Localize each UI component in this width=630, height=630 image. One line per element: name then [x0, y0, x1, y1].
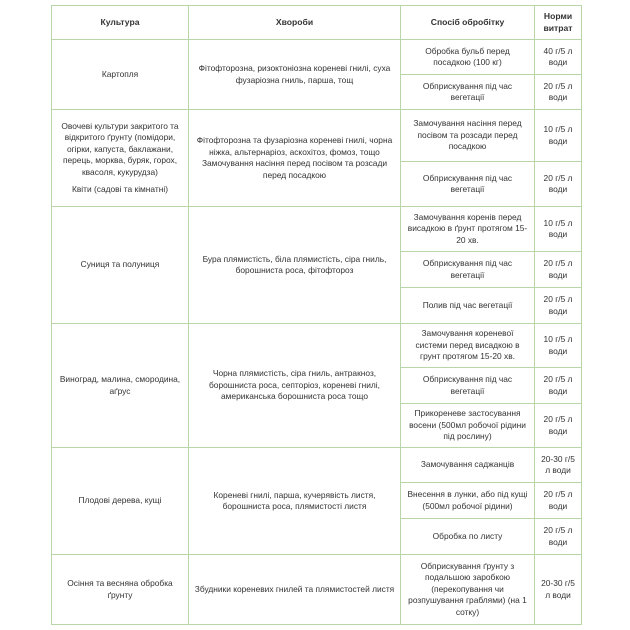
- method-cell: Обприскування під час вегетації: [401, 368, 535, 404]
- norm-cell: 20 г/5 л води: [535, 404, 582, 448]
- diseases-cell: Чорна плямистість, сіра гниль, антракноз, борошниста роса, септоріоз, кореневі гнилі, американська борошниста роса тощо: [189, 324, 401, 448]
- header-diseases: Хвороби: [189, 6, 401, 40]
- norm-cell: 20 г/5 л води: [535, 519, 582, 555]
- norm-cell: 20-30 г/5 л води: [535, 448, 582, 483]
- diseases-cell: Фітофторозна та фузаріозна кореневі гнилі, чорна ніжка, альтернаріоз, аскохітоз, фомоз, тощо Замочування насіння перед посівом та розсади перед посадкою: [189, 110, 401, 207]
- header-crop: Культура: [52, 6, 189, 40]
- norm-cell: 20-30 г/5 л води: [535, 555, 582, 625]
- norm-cell: 20 г/5 л води: [535, 162, 582, 207]
- method-cell: Обприскування під час вегетації: [401, 162, 535, 207]
- crop-cell: Плодові дерева, кущі: [52, 448, 189, 555]
- crop-cell: Картопля: [52, 40, 189, 110]
- method-cell: Обробка по листу: [401, 519, 535, 555]
- method-cell: Прикореневе застосування восени (500мл робочої рідини під рослину): [401, 404, 535, 448]
- norm-cell: 40 г/5 л води: [535, 40, 582, 75]
- table-row: [52, 555, 582, 625]
- table-row: [52, 324, 582, 368]
- treatment-table: [51, 5, 582, 625]
- norm-cell: 10 г/5 л води: [535, 324, 582, 368]
- method-cell: Обприскування ґрунту з подальшою заробкою (перекопування чи розпушування граблями) (на 1 сотку): [401, 555, 535, 625]
- norm-cell: 20 г/5 л води: [535, 252, 582, 288]
- table-row: [52, 40, 582, 75]
- crop-cell: Суниця та полуниця: [52, 207, 189, 324]
- header-method: Спосіб обробітку: [401, 6, 535, 40]
- norm-cell: 20 г/5 л води: [535, 483, 582, 519]
- method-cell: Обприскування під час вегетації: [401, 252, 535, 288]
- method-cell: Обробка бульб перед посадкою (100 кг): [401, 40, 535, 75]
- treatment-table-container: [51, 5, 581, 625]
- crop-cell: [52, 110, 189, 207]
- diseases-cell: Кореневі гнилі, парша, кучерявість листя, борошниста роса, плямистості листя: [189, 448, 401, 555]
- method-cell: Полив під час вегетації: [401, 288, 535, 324]
- header-row: [52, 6, 582, 40]
- header-norm: Норми витрат: [535, 6, 582, 40]
- crop-extra-text: Квіти (садові та кімнатні): [71, 184, 169, 194]
- method-cell: Замочування кореневої системи перед висадкою в грунт протягом 15-20 хв.: [401, 324, 535, 368]
- diseases-cell: Збудники кореневих гнилей та плямистостей листя: [189, 555, 401, 625]
- method-cell: Замочування насіння перед посівом та розсади перед посадкою: [401, 110, 535, 162]
- table-row: [52, 110, 582, 162]
- crop-cell: Осіння та весняна обробка ґрунту: [52, 555, 189, 625]
- norm-cell: 20 г/5 л води: [535, 75, 582, 110]
- crop-text: Овочеві культури закритого та відкритого ґрунту (помідори, огірки, капуста, баклажани, перець, морква, буряк, горох, квасоля, кукурудза): [61, 120, 179, 177]
- table-row: [52, 207, 582, 252]
- norm-cell: 20 г/5 л води: [535, 288, 582, 324]
- norm-cell: 10 г/5 л води: [535, 207, 582, 252]
- crop-cell: Виноград, малина, смородина, аґрус: [52, 324, 189, 448]
- diseases-cell: Фітофторозна, ризоктоніозна кореневі гнилі, суха фузаріозна гниль, парша, тощ: [189, 40, 401, 110]
- method-cell: Замочування коренів перед висадкою в ґрунт протягом 15-20 хв.: [401, 207, 535, 252]
- method-cell: Замочування саджанців: [401, 448, 535, 483]
- method-cell: Обприскування під час вегетації: [401, 75, 535, 110]
- method-cell: Внесення в лунки, або під кущі (500мл робочої рідини): [401, 483, 535, 519]
- table-row: [52, 448, 582, 483]
- diseases-cell: Бура плямистість, біла плямистість, сіра гниль, борошниста роса, фітофтороз: [189, 207, 401, 324]
- norm-cell: 20 г/5 л води: [535, 368, 582, 404]
- norm-cell: 10 г/5 л води: [535, 110, 582, 162]
